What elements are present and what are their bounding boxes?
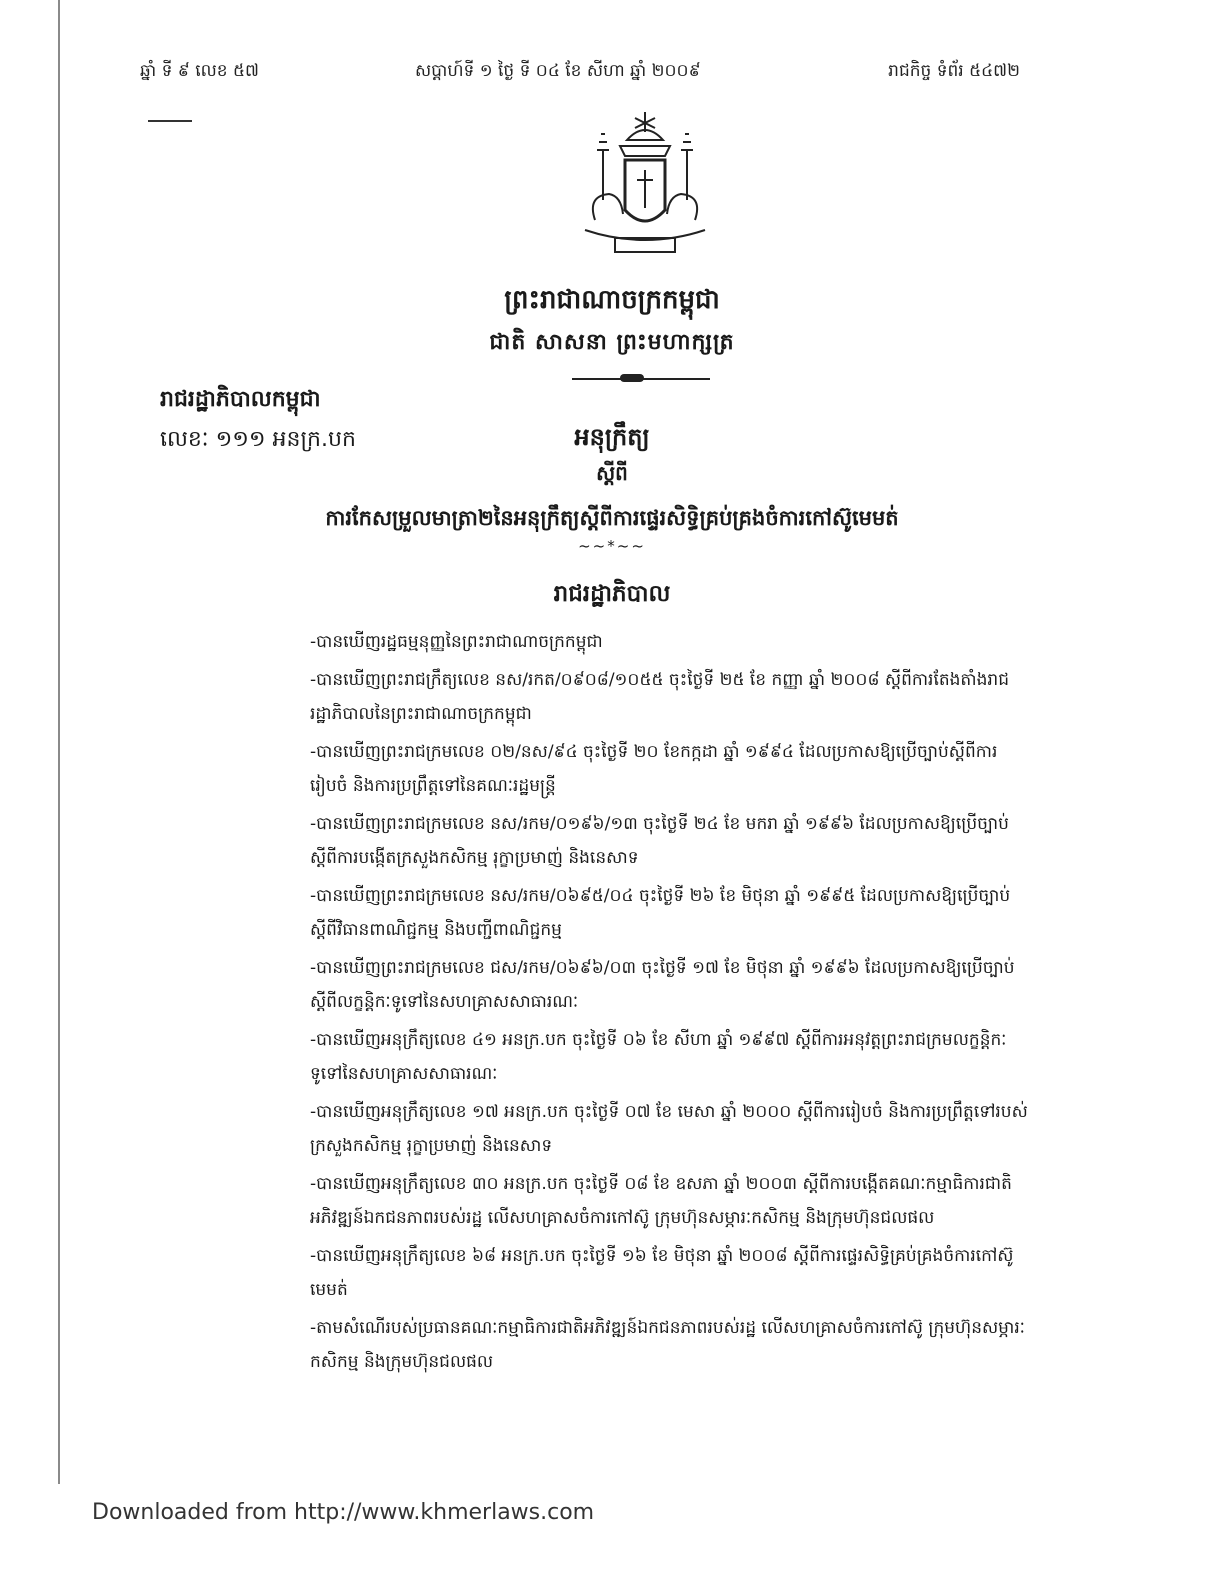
preamble-clause: -បានឃើញព្រះរាជក្រឹត្យលេខ នស/រកត/០៩០៨/១០៥៥ ចុះថ្ងៃទី ២៥ ខែ កញ្ញា ឆ្នាំ ២០០៨ ស្តីពីការតែងតាំងរាជរដ្ឋាភិបាលនៃព្រះរាជាណាចក្រកម្ពុជា — [310, 670, 1009, 724]
preamble-clause: -បានឃើញព្រះរាជក្រមលេខ ជស/រកម/០៦៩៦/០៣ ចុះថ្ងៃទី ១៧ ខែ មិថុនា ឆ្នាំ ១៩៩៦ ដែលប្រកាសឱ្យប្រើច្បាប់ស្តីពីលក្ខន្តិកៈទូទៅនៃសហគ្រាសសាធារណៈ — [310, 958, 1015, 1012]
preamble-clause: -បានឃើញអនុក្រឹត្យលេខ ១៧ អនក្រ.បក ចុះថ្ងៃទី ០៧ ខែ មេសា ឆ្នាំ ២០០០ ស្តីពីការរៀបចំ និងការប្រព្រឹត្តទៅរបស់ក្រសួងកសិកម្ម រុក្ខាប្រមាញ់ និងនេសាទ — [310, 1102, 1028, 1156]
kingdom-title: ព្រះរាជាណាចក្រកម្ពុជា — [504, 285, 720, 315]
preamble-clause: -បានឃើញអនុក្រឹត្យលេខ ៤១ អនក្រ.បក ចុះថ្ងៃទី ០៦ ខែ សីហា ឆ្នាំ ១៩៩៧ ស្តីពីការអនុវត្តព្រះរាជក្រមលក្ខន្តិកៈទូទៅនៃសហគ្រាសសាធារណៈ — [310, 1030, 1007, 1084]
scan-edge-line — [58, 0, 60, 1484]
gazette-week-date: សប្តាហ៍ទី ១ ថ្ងៃ ទី ០៤ ខែ សីហា ឆ្នាំ ២០០៩ — [415, 61, 701, 81]
document-number: លេខៈ ១១១ អនក្រ.បក — [160, 427, 356, 452]
gazette-year-issue: ឆ្នាំ ទី ៩ លេខ ៥៧ — [140, 61, 259, 81]
national-motto: ជាតិ សាសនា ព្រះមហាក្សត្រ — [489, 330, 735, 355]
about-label: ស្តីពី — [596, 461, 628, 485]
issuing-authority: រាជរដ្ឋាភិបាលកម្ពុជា — [160, 387, 321, 412]
preamble-clause: -បានឃើញរដ្ឋធម្មនុញ្ញនៃព្រះរាជាណាចក្រកម្ពុជា — [310, 632, 603, 652]
royal-coat-of-arms-icon — [565, 110, 725, 270]
government-heading: រាជរដ្ឋាភិបាល — [553, 581, 671, 607]
preamble-clause: -បានឃើញព្រះរាជក្រមលេខ នស/រកម/០៦៩៥/០៤ ចុះថ្ងៃទី ២៦ ខែ មិថុនា ឆ្នាំ ១៩៩៥ ដែលប្រកាសឱ្យប្រើច្បាប់ស្តីពីវិធានពាណិជ្ជកម្ម និងបញ្ជីពាណិជ្ជកម្ម — [310, 886, 1011, 940]
motto-divider-ornament — [620, 374, 644, 382]
preamble-clause: -បានឃើញអនុក្រឹត្យលេខ ៦៨ អនក្រ.បក ចុះថ្ងៃទី ១៦ ខែ មិថុនា ឆ្នាំ ២០០៨ ស្តីពីការផ្ទេរសិទ្ធិគ្រប់គ្រងចំការកៅស៊ូមេមត់ — [310, 1246, 1014, 1300]
preamble-clause: -បានឃើញព្រះរាជក្រមលេខ ០២/នស/៩៤ ចុះថ្ងៃទី ២០ ខែកក្កដា ឆ្នាំ ១៩៩៤ ដែលប្រកាសឱ្យប្រើច្បាប់ស្តីពីការរៀបចំ និងការប្រព្រឹត្តទៅនៃគណៈរដ្ឋមន្ត្រី — [310, 742, 998, 796]
header-rule — [148, 120, 192, 122]
preamble-clause: -បានឃើញអនុក្រឹត្យលេខ ៣០ អនក្រ.បក ចុះថ្ងៃទី ០៨ ខែ ឧសភា ឆ្នាំ ២០០៣ ស្តីពីការបង្កើតគណៈកម្មាធិការជាតិអភិវឌ្ឍន៍ឯកជនភាពរបស់រដ្ឋ លើសហគ្រាសចំការកៅស៊ូ ក្រុមហ៊ុនសម្ភារៈកសិកម្ម និងក្រុមហ៊ុនជលផល — [310, 1174, 1012, 1228]
section-ornament: ~~*~~ — [578, 537, 646, 555]
document-subject: ការកែសម្រួលមាត្រា២នៃអនុក្រឹត្យស្តីពីការផ្ទេរសិទ្ធិគ្រប់គ្រងចំការកៅស៊ូមេមត់ — [325, 506, 899, 530]
gazette-header — [140, 60, 1020, 90]
document-type: អនុក្រឹត្យ — [574, 423, 650, 451]
gazette-page-number: រាជកិច្ច ទំព័រ ៥៤៧២ — [888, 61, 1020, 81]
download-source-footer: Downloaded from http://www.khmerlaws.com — [92, 1500, 595, 1525]
preamble-clause: -តាមសំណើរបស់ប្រធានគណៈកម្មាធិការជាតិអភិវឌ្ឍន៍ឯកជនភាពរបស់រដ្ឋ លើសហគ្រាសចំការកៅស៊ូ ក្រុមហ៊ុនសម្ភារៈកសិកម្ម និងក្រុមហ៊ុនជលផល — [310, 1318, 1025, 1372]
preamble-clauses — [310, 625, 1030, 1383]
preamble-clause: -បានឃើញព្រះរាជក្រមលេខ នស/រកម/០១៩៦/១៣ ចុះថ្ងៃទី ២៤ ខែ មករា ឆ្នាំ ១៩៩៦ ដែលប្រកាសឱ្យប្រើច្បាប់ស្តីពីការបង្កើតក្រសួងកសិកម្ម រុក្ខាប្រមាញ់ និងនេសាទ — [310, 814, 1009, 868]
